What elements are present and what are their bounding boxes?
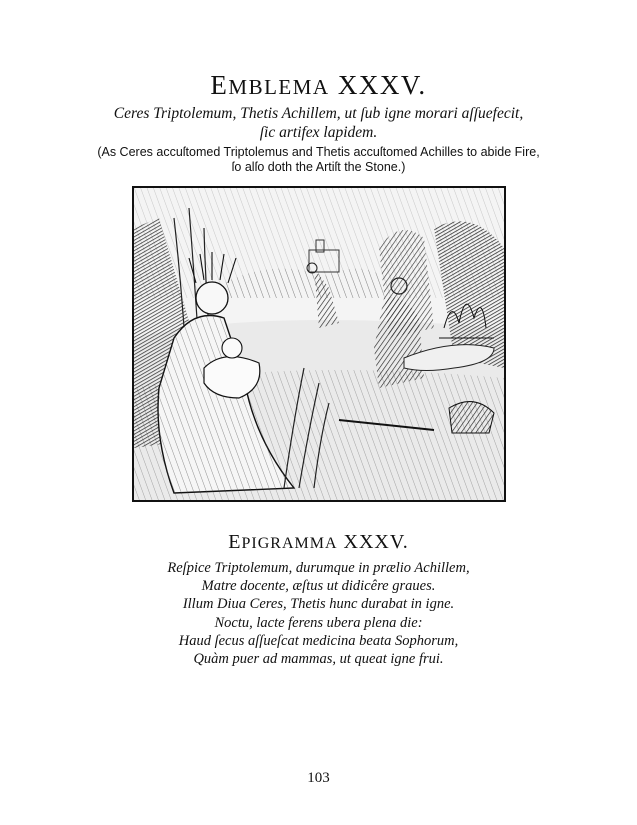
english-motto-line: (As Ceres accuſtomed Triptolemus and Thetis accuſtomed Achilles to abide Fire, xyxy=(97,145,540,159)
verse-line: Noctu, lacte ferens ubera plena die: xyxy=(214,614,423,631)
epigram-title xyxy=(0,531,637,554)
epigram-title-word: PIGRAMMA xyxy=(241,535,338,552)
verse-line: Illum Diua Ceres, Thetis hunc durabat in igne. xyxy=(182,596,455,613)
verse-line: Matre docente, æſtus ut didicêre graues. xyxy=(201,578,436,595)
page-number: 103 xyxy=(307,770,330,786)
latin-motto xyxy=(60,104,577,142)
english-motto-line: ſo alſo doth the Artiſt the Stone.) xyxy=(231,160,406,174)
verse-line: Quàm puer ad mammas, ut queat igne frui. xyxy=(193,651,444,668)
engraving-illustration xyxy=(134,188,504,500)
latin-motto-line: Ceres Triptolemum, Thetis Achillem, ut ſub igne morari aſſuefecit, xyxy=(113,105,524,122)
verse-line: Haud ſecus aſſueſcat medicina beata Sophorum, xyxy=(178,632,459,649)
emblem-title-initial: E xyxy=(210,70,229,100)
epigram-verses xyxy=(100,559,537,668)
emblem-engraving xyxy=(132,186,506,502)
epigram-title-number: XXXV. xyxy=(343,531,409,553)
emblem-title-number: XXXV. xyxy=(337,70,427,100)
verse-line: Reſpice Triptolemum, durumque in prælio Achillem, xyxy=(167,560,470,576)
latin-motto-line: ſic artifex lapidem. xyxy=(259,124,378,141)
emblem-title xyxy=(0,70,637,101)
emblem-title-word: MBLEMA xyxy=(228,75,330,99)
english-motto xyxy=(60,145,577,175)
epigram-title-initial: E xyxy=(228,531,242,553)
